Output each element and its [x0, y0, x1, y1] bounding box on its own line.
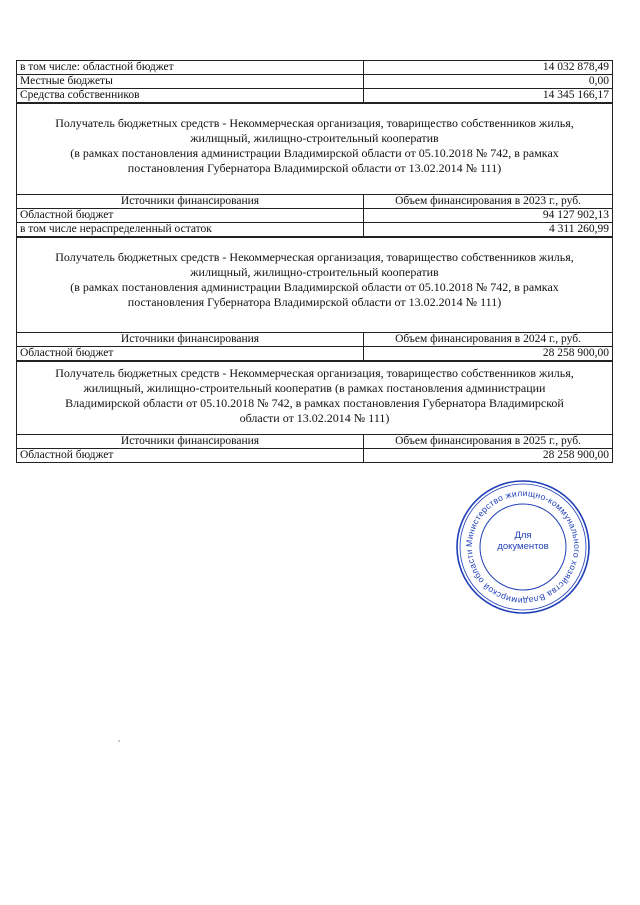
official-stamp	[454, 478, 592, 616]
row-label: Местные бюджеты	[17, 75, 364, 89]
recipient-block-2023	[16, 103, 613, 237]
row-value: 28 258 900,00	[364, 449, 613, 463]
column-header-volume: Объем финансирования в 2024 г., руб.	[364, 333, 613, 347]
row-label: Областной бюджет	[17, 347, 364, 361]
column-header-source: Источники финансирования	[17, 195, 364, 209]
table-row	[17, 209, 613, 223]
row-label: Средства собственников	[17, 89, 364, 103]
column-header-source: Источники финансирования	[17, 435, 364, 449]
table-row	[17, 347, 613, 361]
row-value: 14 032 878,49	[364, 61, 613, 75]
recipient-line: Получатель бюджетных средств - Некоммерческая организация, товарищество собственников жилья,	[55, 250, 574, 264]
recipient-text	[17, 238, 613, 333]
column-header-source: Источники финансирования	[17, 333, 364, 347]
recipient-line: (в рамках постановления администрации Владимирской области от 05.10.2018 № 742, в рамках	[70, 280, 559, 294]
recipient-line: жилищный, жилищно-строительный кооператив (в рамках постановления администрации	[83, 381, 546, 395]
recipient-line: (в рамках постановления администрации Владимирской области от 05.10.2018 № 742, в рамках	[70, 146, 559, 160]
row-label: Областной бюджет	[17, 449, 364, 463]
recipient-block-2024	[16, 237, 613, 361]
recipient-line: Получатель бюджетных средств - Некоммерческая организация, товарищество собственников жилья,	[55, 366, 574, 380]
top-table	[16, 60, 613, 103]
column-header-volume: Объем финансирования в 2023 г., руб.	[364, 195, 613, 209]
table-header-row	[17, 195, 613, 209]
recipient-line: области от 13.02.2014 № 111)	[239, 411, 390, 425]
row-label: Областной бюджет	[17, 209, 364, 223]
recipient-line: постановления Губернатора Владимирской области от 13.02.2014 № 111)	[127, 161, 502, 175]
row-value: 94 127 902,13	[364, 209, 613, 223]
document-body	[16, 60, 612, 463]
recipient-row	[17, 104, 613, 195]
recipient-line: жилищный, жилищно-строительный кооператив	[190, 265, 439, 279]
recipient-line: Получатель бюджетных средств - Некоммерческая организация, товарищество собственников жилья,	[55, 116, 574, 130]
recipient-row	[17, 238, 613, 333]
stamp-center-line: Для	[514, 530, 532, 541]
stamp-center-line: документов	[497, 541, 549, 552]
recipient-text	[17, 362, 613, 435]
row-value: 0,00	[364, 75, 613, 89]
stamp-center-text	[454, 530, 592, 552]
table-header-row	[17, 333, 613, 347]
scan-speck	[118, 740, 120, 742]
row-value: 28 258 900,00	[364, 347, 613, 361]
table-row	[17, 75, 613, 89]
table-header-row	[17, 435, 613, 449]
row-value: 4 311 260,99	[364, 223, 613, 237]
table-row	[17, 223, 613, 237]
recipient-line: Владимирской области от 05.10.2018 № 742, в рамках постановления Губернатора Владимирской	[65, 396, 564, 410]
table-row	[17, 449, 613, 463]
recipient-row	[17, 362, 613, 435]
column-header-volume: Объем финансирования в 2025 г., руб.	[364, 435, 613, 449]
table-row	[17, 89, 613, 103]
recipient-line: постановления Губернатора Владимирской области от 13.02.2014 № 111)	[127, 295, 502, 309]
recipient-text	[17, 104, 613, 195]
row-label: в том числе нераспределенный остаток	[17, 223, 364, 237]
recipient-block-2025	[16, 361, 613, 463]
row-label: в том числе: областной бюджет	[17, 61, 364, 75]
recipient-line: жилищный, жилищно-строительный кооператив	[190, 131, 439, 145]
table-row	[17, 61, 613, 75]
stamp-ring-text: Министерство жилищно-коммунального хозяйства Владимирской области	[463, 487, 583, 607]
row-value: 14 345 166,17	[364, 89, 613, 103]
